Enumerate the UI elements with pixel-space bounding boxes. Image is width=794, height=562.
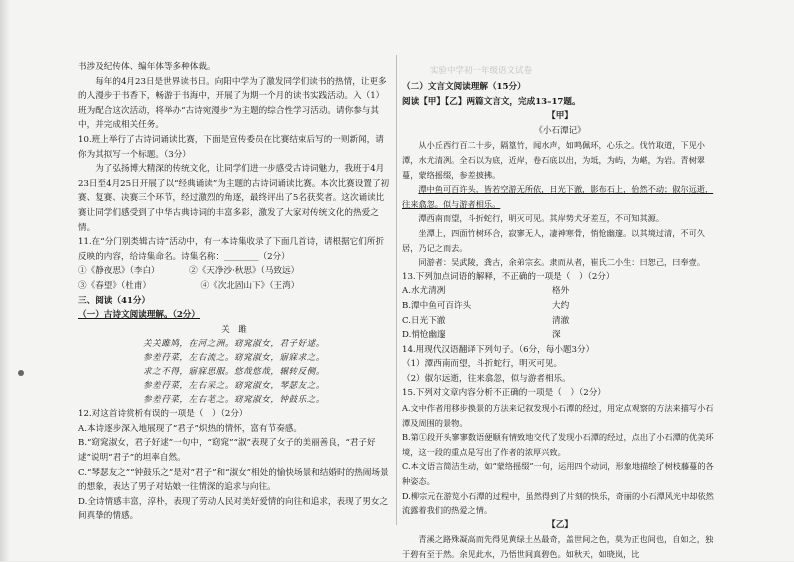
question-15: 15.下列对文章内容分析不正确的一项是（ ）（2分） — [402, 388, 606, 399]
poem-line: 关关雎鸠，在河之洲。窈窕淑女，君子好逑。 — [143, 339, 325, 350]
right-column — [402, 60, 718, 562]
q13-row — [402, 299, 718, 314]
question-12-option-b: B.“窈窕淑女，君子好逑”一句中，“窈窕”“淑”表现了女子的美丽善良，“君子好逑”说明“君子”的坦率自然。 — [78, 438, 376, 464]
poem-title: 关 雎 — [221, 324, 247, 335]
question-12-option-a: A.本诗逐步深入地展现了“君子”炽热的情怀，富有节奏感。 — [78, 423, 302, 434]
passage-para-1: 从小丘西行百二十步，隔篁竹，闻水声，如鸣佩环，心乐之。伐竹取道，下见小潭，水尤清冽。全石以为底，近岸，卷石底以出，为坻，为屿，为嵁，为岩。青树翠蔓，蒙络摇缀，参差披拂。 — [402, 140, 705, 180]
passage-para-3: 潭西南而望，斗折蛇行，明灭可见。其岸势犬牙差互，不可知其源。 — [418, 213, 665, 224]
options-row-2 — [78, 279, 390, 294]
scan-edge — [0, 0, 10, 561]
activity-paragraph: 每年的4月23日是世界读书日。向阳中学为了激发同学们读书的热情，让更多的人漫步于书香下，畅游于书海中，开展了为期一个月的读书实践活动。入（1）班为配合这次活动，将举办“古诗宛漫步”为主题的综合性学习活动。请你参与其中，并完成相关任务。 — [78, 76, 387, 131]
option-2: ②《天净沙·秋思》（马致远） — [189, 266, 300, 277]
q13-item: C.日光下澈 — [402, 315, 446, 326]
poem-line: 参差荇菜，左右流之。窈窕淑女，寤寐求之。 — [143, 353, 325, 364]
question-15-option-c: C.本文语言简洁生动，如“蒙络摇缀”一句，运用四个动词，形象地描绘了树枝藤蔓的各种姿态。 — [402, 461, 714, 487]
q13-meaning: 清澈 — [552, 315, 570, 326]
question-12: 12.对这首诗赏析有误的一项是（ ）（2分） — [78, 409, 248, 420]
passage-yi-text: 青溪之路殊凝高而先得见黄绿土丛最奇，盖世间之色，莫为正也间也，自如之，独于碧有至于然。余见此水，乃悟世间真碧色。如秋天，如晓岚，比 — [402, 534, 714, 559]
question-12-option-c: C.“琴瑟友之”“钟鼓乐之”是对“君子”和“淑女”相处的愉快场景和结婚时的热闹场景的想象，表达了男子对姑娘一往情深的追求与向往。 — [78, 467, 389, 493]
poem-line: 求之不得，寤寐思服。悠哉悠哉，辗转反侧。 — [143, 367, 325, 378]
passage-para-2: 潭中鱼可百许头，皆若空游无所依，日光下澈，影布石上，佁然不动；俶尔远逝，往来翕忽。似与游者相乐。 — [402, 184, 714, 209]
question-14: 14.用现代汉语翻译下列句子。（6分，每小题3分） — [402, 344, 595, 355]
q13-row — [402, 314, 718, 329]
passage-yi-label: 【乙】 — [547, 519, 573, 530]
q13-meaning: 大约 — [552, 300, 570, 311]
left-intro-line: 书涉及纪传体、编年体等多种体裁。 — [78, 62, 216, 72]
poem-line: 参差荇菜，左右采之。窈窕淑女，琴瑟友之。 — [143, 381, 325, 392]
section-3-heading: 三、阅读（41分） — [78, 295, 151, 306]
question-15-option-d: D.柳宗元在游览小石潭的过程中，虽然得到了片刻的快乐，奇丽的小石潭风光中却依然流露着我们的热爱之情。 — [402, 490, 714, 516]
q13-item: D.悄怆幽邃 — [402, 330, 446, 341]
q13-item: B.潭中鱼可百许头 — [402, 300, 472, 311]
q13-meaning: 格外 — [552, 286, 570, 297]
passage-para-4: 坐潭上，四面竹树环合，寂寥无人，凄神寒骨，悄怆幽邃。以其境过清，不可久居，乃记之而去。 — [402, 227, 705, 253]
reading-instruction: 阅读【甲】【乙】两篇文言文，完成13–17题。 — [402, 96, 581, 107]
left-column — [78, 60, 390, 524]
question-14-item-1: （1）潭西南而望，斗折蛇行，明灭可见。 — [402, 359, 563, 370]
passage-title: 《小石潭记》 — [534, 125, 586, 136]
question-12-option-d: D.全诗情感丰富，淳朴，表现了劳动人民对美好爱情的向往和追求，表现了男女之间真挚的情感。 — [78, 496, 389, 522]
bleed-through-header: 实验中学初一年级语文试卷 — [430, 66, 533, 76]
section-3a-heading: （一）古诗文阅读理解。（2分） — [78, 310, 200, 321]
passage-jia-label: 【甲】 — [547, 111, 573, 122]
q13-meaning: 深 — [552, 330, 561, 341]
option-1: ①《静夜思》（李白） — [78, 266, 160, 277]
option-3: ③《春望》（杜甫） — [78, 280, 152, 291]
question-10: 10.班上举行了古诗词诵读比赛，下面是宣传委员在比赛结束后写的一则新闻，请你为其拟写一个标题。（3分） — [78, 134, 384, 160]
section-2-heading: （二）文言文阅读理解（15分） — [402, 82, 526, 92]
poem-line: 参差荇菜，左右芼之。窈窕淑女，钟鼓乐之。 — [143, 395, 325, 406]
question-11: 11.在“分门别类辑古诗”活动中，有一本诗集收录了下面几首诗，请根据它们所折反映的内容，给诗集命名。诗集名称：________（2分） — [78, 237, 385, 262]
column-divider — [396, 55, 397, 525]
q13-row — [402, 328, 718, 343]
option-4: ④《次北固山下》（王湾） — [200, 280, 300, 291]
passage-para-5: 同游者：吴武陵，龚古，余弟宗玄。隶而从者，崔氏二小生：曰恕己，曰奉壹。 — [418, 257, 705, 268]
binding-hole-mark — [18, 370, 24, 376]
q13-item: A.水尤清冽 — [402, 286, 446, 297]
question-14-item-2: （2）俶尔远逝，往来翕忽，似与游者相乐。 — [402, 373, 571, 384]
question-15-option-a: A.文中作者用移步换景的方法来记叙发现小石潭的经过，用定点观察的方法来描写小石潭及周围的景物。 — [402, 403, 714, 428]
q13-row — [402, 284, 718, 299]
options-row-1 — [78, 264, 390, 279]
news-paragraph: 为了弘扬博大精深的传统文化，让同学们进一步感受古诗词魅力，我班于4月23日至4月25日开展了以“经典诵读”为主题的古诗词诵读比赛。本次比赛设置了初赛、复赛、决赛三个环节，经过激烈的角逐，最终评出了5名获奖者。这次诵读比赛让同学们感受到了中华古典诗词的丰富多彩，激发了大家对传统文化的热爱之情。 — [78, 164, 390, 233]
question-13: 13.下列加点词语的解释，不正确的一项是（ ）（2分） — [402, 271, 615, 282]
question-15-option-b: B.第①段开头寥寥数语便顺有情致地交代了发现小石潭的经过，点出了小石潭的优美环境，这一段的重点是写出了作者的浓厚兴致。 — [402, 432, 714, 457]
